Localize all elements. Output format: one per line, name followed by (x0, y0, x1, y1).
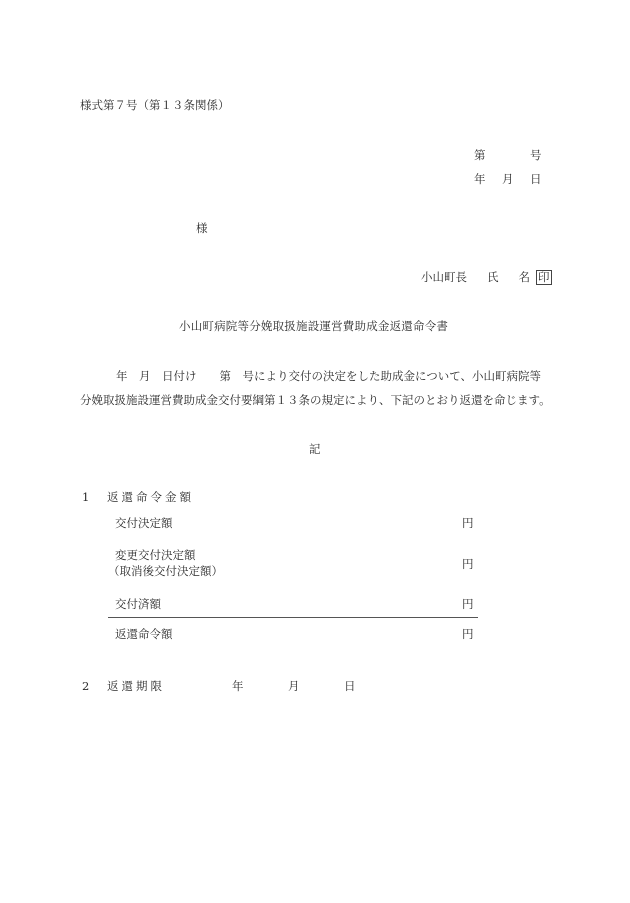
issue-date-year: 年 (474, 172, 486, 186)
issue-date-day: 日 (530, 172, 542, 186)
row-kofu-zumi-label: 交付済額 (115, 597, 161, 611)
row-henkan-meirei-label: 返還命令額 (115, 627, 173, 641)
section-2-number: 2 (82, 679, 90, 693)
row-henko-kettei-sublabel: （取消後交付決定額） (108, 564, 223, 578)
issuer-name-label-1: 氏 (487, 270, 499, 284)
row-kofu-kettei-label: 交付決定額 (115, 516, 173, 530)
issuer-block (421, 270, 552, 285)
deadline-month: 月 (288, 679, 300, 693)
issuer-name-label-2: 名 (518, 270, 530, 284)
document-title: 小山町病院等分娩取扱施設運営費助成金返還命令書 (179, 319, 449, 333)
row-henkan-meirei-unit: 円 (462, 627, 474, 641)
form-number: 様式第７号（第１３条関係） (80, 98, 230, 112)
section-1-label: 返還命令金額 (107, 490, 194, 504)
body-line-2: 分娩取扱施設運営費助成金交付要綱第１３条の規定により、下記のとおり返還を命じます。 (80, 393, 551, 407)
row-henko-kettei-label: 変更交付決定額 (115, 548, 196, 562)
issue-date-month: 月 (502, 172, 514, 186)
document-number-prefix: 第 (474, 148, 486, 162)
row-henko-kettei-unit: 円 (462, 557, 474, 571)
section-1-number: 1 (82, 490, 90, 504)
ki-heading: 記 (309, 442, 321, 456)
deadline-day: 日 (344, 679, 356, 693)
document-number-suffix: 号 (530, 148, 542, 162)
section-2-label: 返還期限 (107, 679, 165, 693)
addressee-suffix: 様 (196, 221, 208, 235)
issuer-title: 小山町長 (421, 270, 467, 284)
row-kofu-kettei-unit: 円 (462, 516, 474, 530)
deadline-year: 年 (232, 679, 244, 693)
body-line-1: 年 月 日付け 第 号により交付の決定をした助成金について、小山町病院等 (116, 369, 542, 383)
seal-stamp-icon: 印 (538, 270, 550, 284)
sum-divider (108, 617, 478, 618)
row-kofu-zumi-unit: 円 (462, 597, 474, 611)
